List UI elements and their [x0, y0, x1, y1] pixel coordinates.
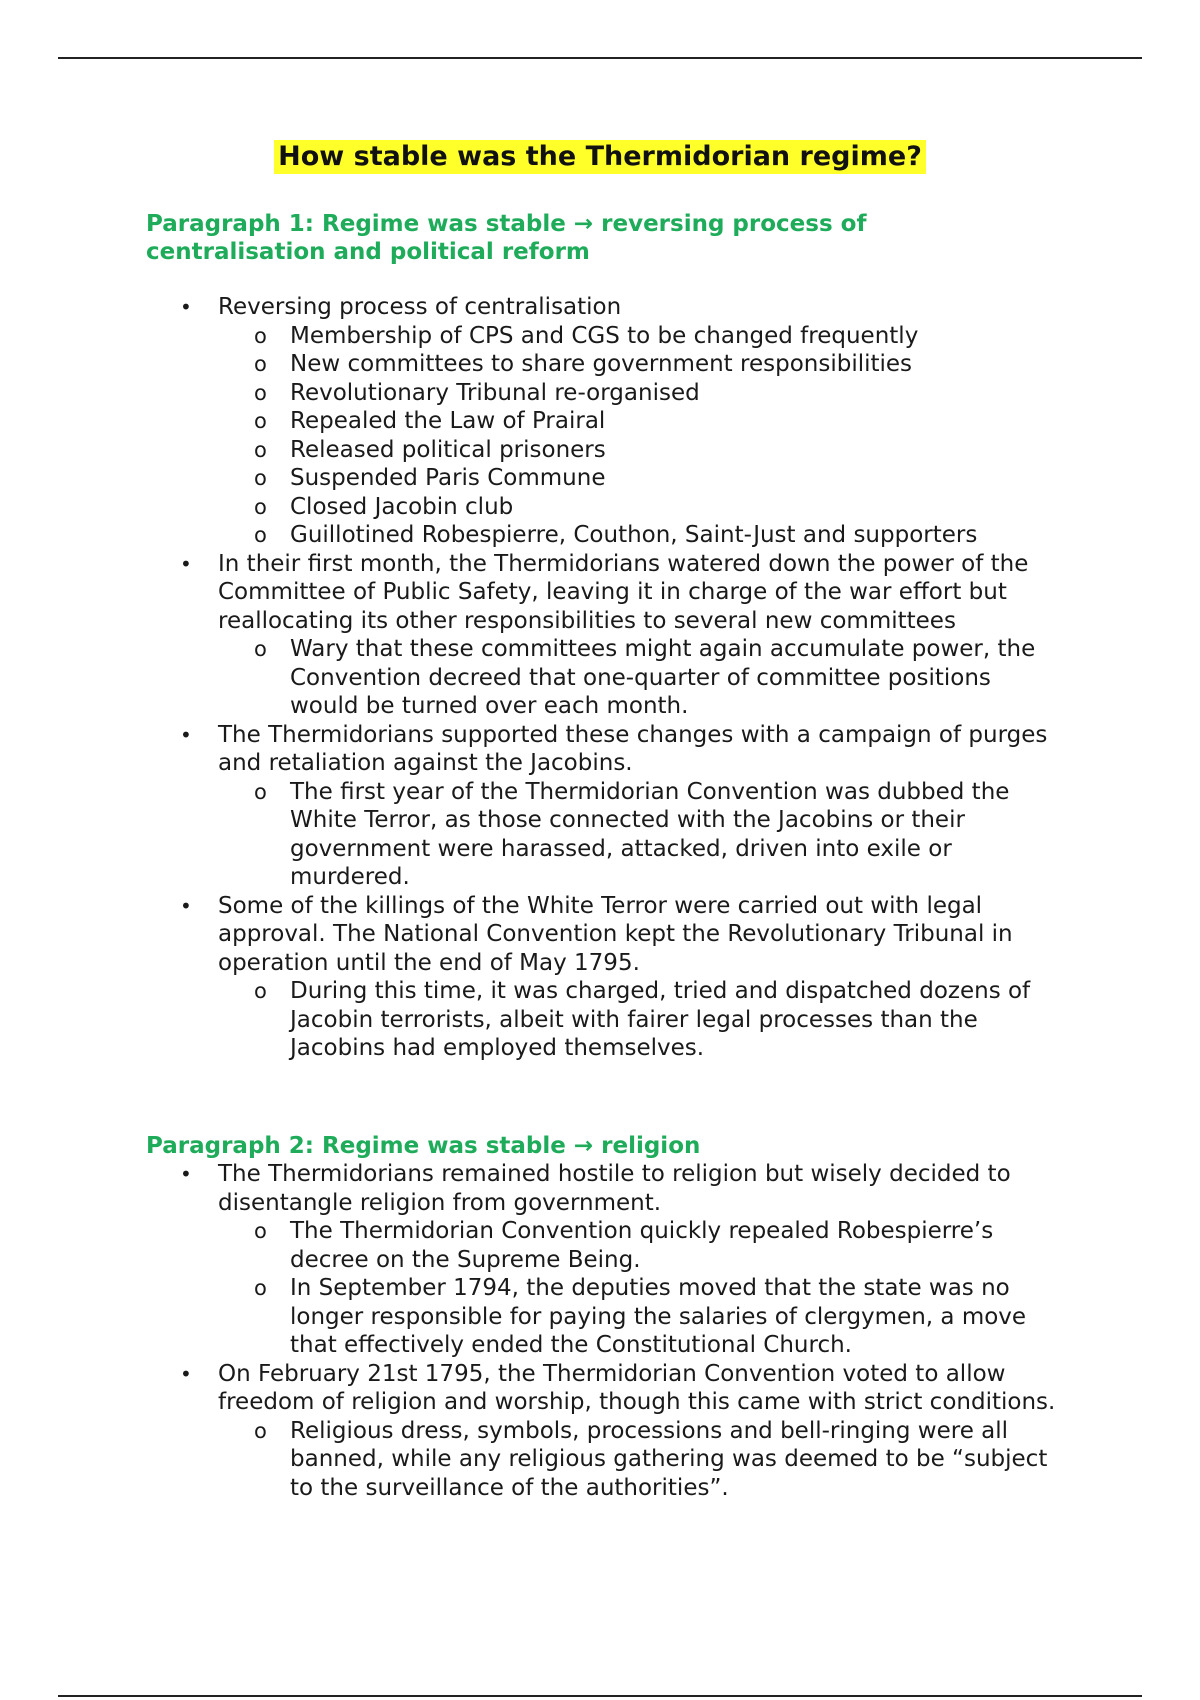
sub-list: [218, 635, 1058, 721]
bullet-icon: •: [180, 1361, 192, 1386]
sub-bullet-icon: o: [254, 1219, 267, 1243]
sub-list: [218, 322, 1058, 550]
sub-bullet-item: [0, 322, 1058, 351]
bullet-item: [0, 1160, 1058, 1360]
sub-bullet-icon: o: [254, 466, 267, 490]
sub-bullet-icon: o: [254, 323, 267, 348]
sub-bullet-item: [0, 350, 1058, 379]
bullet-text: Some of the killings of the White Terror were carried out with legal approval. The National Convention kept the Revolutionary Tribunal in operation until the end of May 1795.: [218, 892, 1013, 976]
bullet-text: The Thermidorians supported these changes with a campaign of purges and retaliation against the Jacobins.: [218, 721, 1048, 776]
sub-bullet-item: [0, 977, 1058, 1063]
paragraph-1-heading: Paragraph 1: Regime was stable → reversing process of centralisation and political reform: [146, 211, 867, 265]
sub-bullet-text: Released political prisoners: [290, 436, 606, 463]
sub-bullet-icon: o: [254, 779, 267, 804]
sub-bullet-text: The first year of the Thermidorian Convention was dubbed the White Terror, as those connected with the Jacobins or their government were harassed, attacked, driven into exile or murdered.: [290, 778, 1010, 890]
paragraph-2-heading: Paragraph 2: Regime was stable → religion: [146, 1133, 701, 1159]
sub-bullet-icon: o: [254, 1276, 267, 1300]
sub-list: [218, 1417, 1058, 1503]
paragraph-1-list: [0, 293, 1200, 1063]
sub-bullet-icon: o: [254, 1418, 267, 1443]
sub-list: [218, 778, 1058, 892]
bullet-item: [0, 293, 1058, 550]
sub-bullet-icon: o: [254, 380, 267, 405]
sub-bullet-item: [0, 464, 1058, 493]
bullet-item: [0, 892, 1058, 1063]
sub-bullet-text: In September 1794, the deputies moved that the state was no longer responsible for paying the salaries of clergymen, a move that effectively ended the Constitutional Church.: [290, 1275, 1027, 1358]
sub-bullet-icon: o: [254, 409, 267, 433]
sub-bullet-item: [0, 778, 1058, 892]
sub-bullet-text: Closed Jacobin club: [290, 493, 514, 520]
sub-bullet-icon: o: [254, 352, 267, 376]
bullet-text: Reversing process of centralisation: [218, 294, 622, 320]
sub-list: [218, 977, 1058, 1063]
sub-bullet-item: [0, 407, 1058, 436]
paragraph-2-list: [0, 1160, 1200, 1502]
sub-bullet-item: [0, 635, 1058, 721]
bullet-icon: •: [180, 893, 192, 918]
sub-bullet-item: [0, 436, 1058, 465]
bullet-icon: •: [180, 1162, 192, 1186]
sub-bullet-item: [0, 1417, 1058, 1503]
sub-bullet-item: [0, 1274, 1058, 1360]
bullet-icon: •: [180, 295, 192, 319]
bullet-text: The Thermidorians remained hostile to religion but wisely decided to disentangle religion from government.: [218, 1161, 1011, 1216]
sub-bullet-item: [0, 379, 1058, 408]
header-rule: [58, 57, 1142, 59]
sub-bullet-icon: o: [254, 437, 267, 462]
sub-bullet-text: Suspended Paris Commune: [290, 465, 606, 491]
sub-bullet-text: Religious dress, symbols, processions and bell-ringing were all banned, while any religious gathering was deemed to be “subject to the surveillance of the authorities”.: [290, 1417, 1048, 1501]
sub-bullet-icon: o: [254, 523, 267, 547]
bullet-item: [0, 1360, 1058, 1503]
sub-bullet-text: Revolutionary Tribunal re-organised: [290, 379, 700, 406]
sub-bullet-text: The Thermidorian Convention quickly repealed Robespierre’s decree on the Supreme Being.: [290, 1218, 994, 1273]
bullet-icon: •: [180, 551, 192, 576]
sub-bullet-text: Wary that these committees might again accumulate power, the Convention decreed that one-quarter of committee positions would be turned over each month.: [290, 636, 1036, 719]
title-container: [0, 140, 1200, 174]
sub-bullet-icon: o: [254, 494, 267, 519]
sub-bullet-text: During this time, it was charged, tried and dispatched dozens of Jacobin terrorists, albeit with fairer legal processes than the Jacobins had employed themselves.: [290, 978, 1031, 1061]
sub-bullet-text: Membership of CPS and CGS to be changed frequently: [290, 322, 919, 349]
bullet-text: In their first month, the Thermidorians watered down the power of the Committee of Public Safety, leaving it in charge of the war effort but reallocating its other responsibilities to several new committees: [218, 550, 1029, 634]
sub-list: [218, 1217, 1058, 1360]
sub-bullet-icon: o: [254, 979, 267, 1003]
sub-bullet-item: [0, 521, 1058, 550]
sub-bullet-text: New committees to share government responsibilities: [290, 351, 913, 377]
page-title: How stable was the Thermidorian regime?: [274, 140, 926, 174]
bullet-text: On February 21st 1795, the Thermidorian Convention voted to allow freedom of religion and worship, though this came with strict conditions.: [218, 1360, 1056, 1415]
sub-bullet-item: [0, 493, 1058, 522]
sub-bullet-icon: o: [254, 637, 267, 661]
bullet-item: [0, 721, 1058, 892]
sub-bullet-item: [0, 1217, 1058, 1274]
sub-bullet-text: Guillotined Robespierre, Couthon, Saint-Just and supporters: [290, 522, 978, 548]
bullet-item: [0, 550, 1058, 721]
bullet-icon: •: [180, 722, 192, 747]
footer-rule: [58, 1695, 1142, 1697]
sub-bullet-text: Repealed the Law of Prairal: [290, 408, 606, 434]
